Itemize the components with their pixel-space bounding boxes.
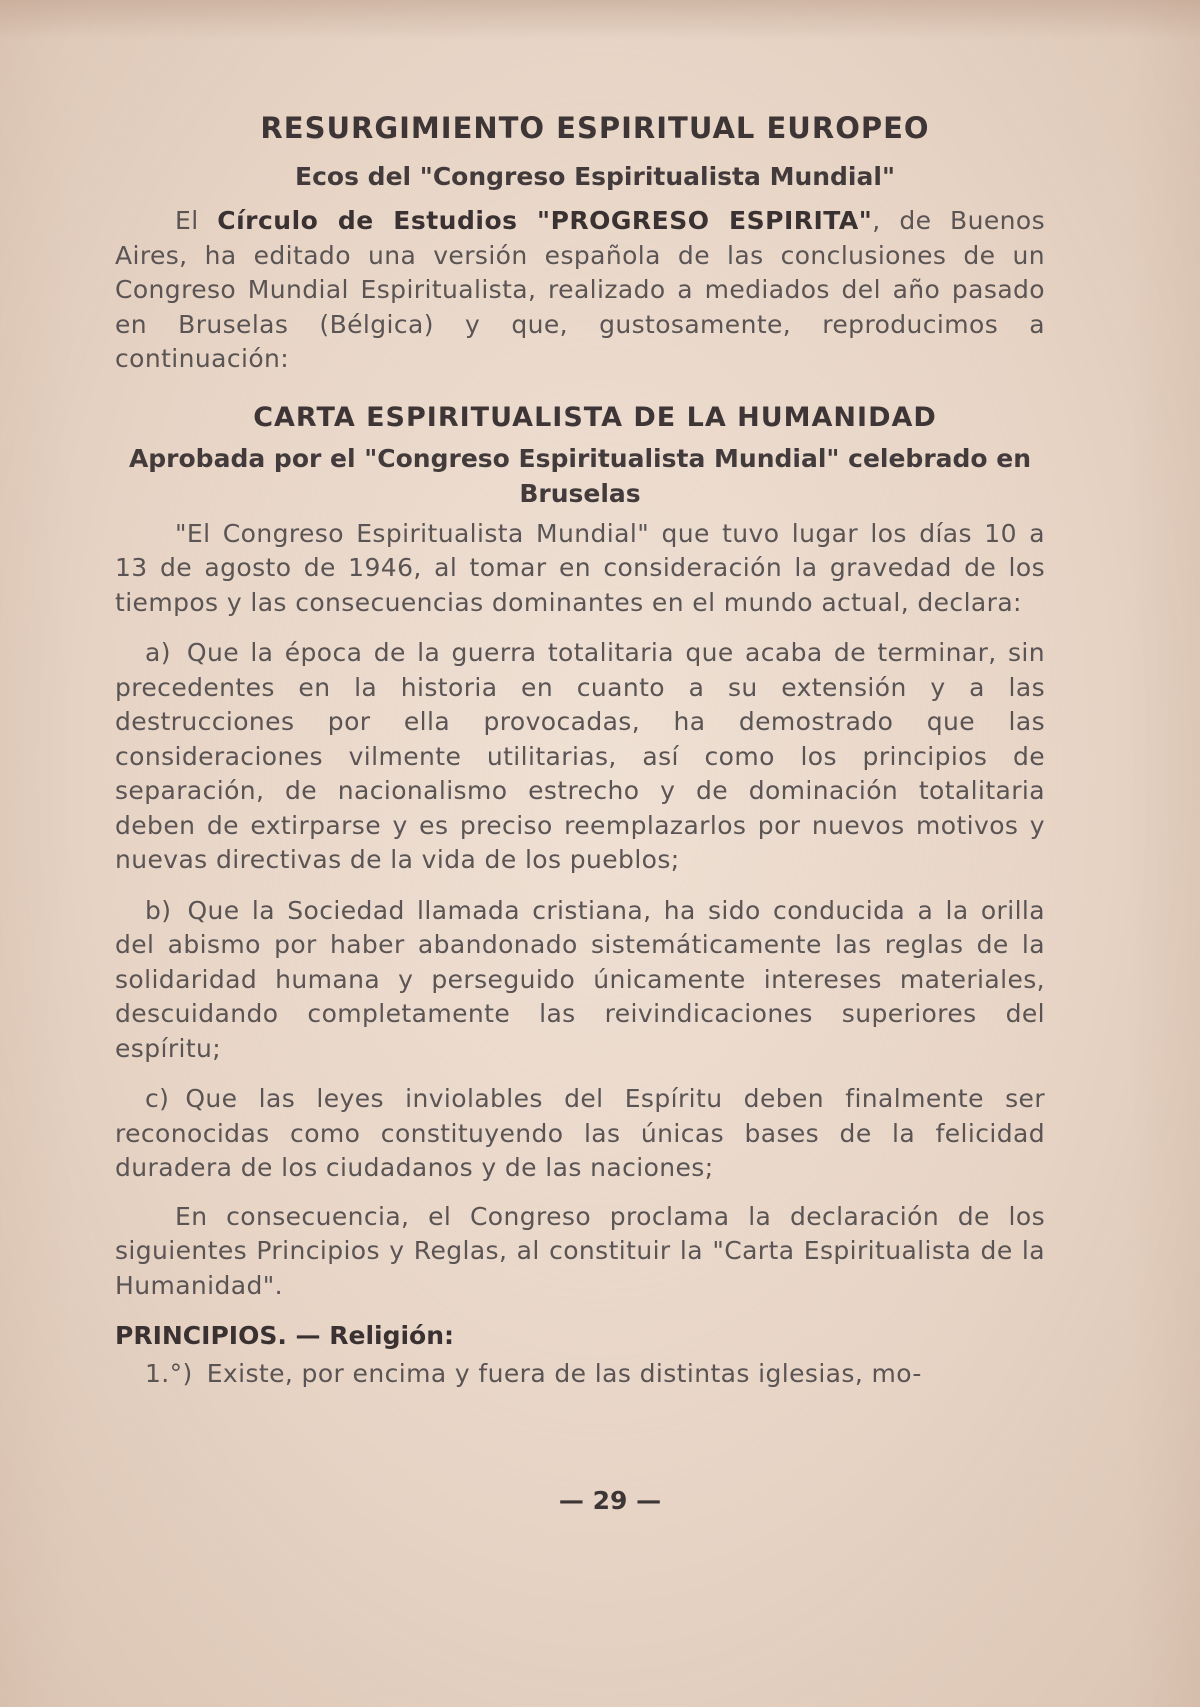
declaration-item-b — [115, 894, 1045, 1067]
item-text: Que la Sociedad llamada cristiana, ha sido conducida a la orilla del abismo por haber abandonado sistemáticamente las reglas de la solidaridad humana y perseguido únicamente intereses materiales, descuidando completamente las reivindicaciones superiores del espíritu; — [115, 895, 1045, 1063]
intro-lead: El — [175, 206, 218, 235]
consequence-paragraph: En consecuencia, el Congreso proclama la declaración de los siguientes Principios y Reglas, al constituir la "Carta Espiritualista de la Humanidad". — [115, 1201, 1045, 1300]
declaration-item-a — [115, 636, 1045, 878]
principles-heading: PRINCIPIOS. — Religión: — [115, 1321, 455, 1350]
item-marker: a) — [145, 638, 171, 667]
item-text: Que las leyes inviolables del Espíritu deben finalmente ser reconocidas como constituyendo las únicas bases de la felicidad duradera de los ciudadanos y de las naciones; — [115, 1084, 1045, 1182]
charter-subtitle: Aprobada por el "Congreso Espiritualista Mundial" celebrado en Bruselas — [128, 443, 1032, 508]
page-content — [115, 108, 1045, 1392]
item-marker: b) — [145, 895, 172, 925]
intro-paragraph — [115, 204, 1045, 377]
document-title: RESURGIMIENTO ESPIRITUAL EUROPEO — [260, 111, 930, 145]
intro-text: , de Buenos Aires, ha editado una versión española de las conclusiones de un Congreso Mundial Espiritualista, realizado a mediados del año pasado en Bruselas (Bélgica) y que, gustosamente, reproducimos a continuación: — [115, 206, 1046, 373]
intro-organization: Círculo de Estudios "PROGRESO ESPIRITA" — [217, 206, 873, 235]
charter-title: CARTA ESPIRITUALISTA DE LA HUMANIDAD — [253, 401, 937, 433]
declaration-item-c — [115, 1082, 1045, 1186]
item-text: Que la época de la guerra totalitaria que acaba de terminar, sin precedentes en la historia en cuanto a su extensión y a las destrucciones por ella provocadas, ha demostrado que las consideraciones vilmente utilitarias, así como los principios de separación, de nacionalismo estrecho y de dominación totalitaria deben de extirparse y es preciso reemplazarlos por nuevos motivos y nuevas directivas de la vida de los pueblos; — [115, 638, 1045, 874]
declaration-paragraph: "El Congreso Espiritualista Mundial" que tuvo lugar los días 10 a 13 de agosto de 1946, al tomar en consideración la gravedad de los tiempos y las consecuencias dominantes en el mundo actual, declara: — [115, 518, 1045, 617]
paper-edge-shadow — [0, 0, 1200, 40]
item-marker: c) — [145, 1084, 170, 1113]
principle-1 — [115, 1357, 1045, 1392]
document-subtitle: Ecos del "Congreso Espiritualista Mundial" — [295, 162, 895, 191]
principle-marker: 1.°) — [145, 1359, 193, 1388]
principle-text: Existe, por encima y fuera de las distintas iglesias, mo- — [206, 1359, 922, 1388]
page-number: — 29 — — [558, 1486, 662, 1515]
